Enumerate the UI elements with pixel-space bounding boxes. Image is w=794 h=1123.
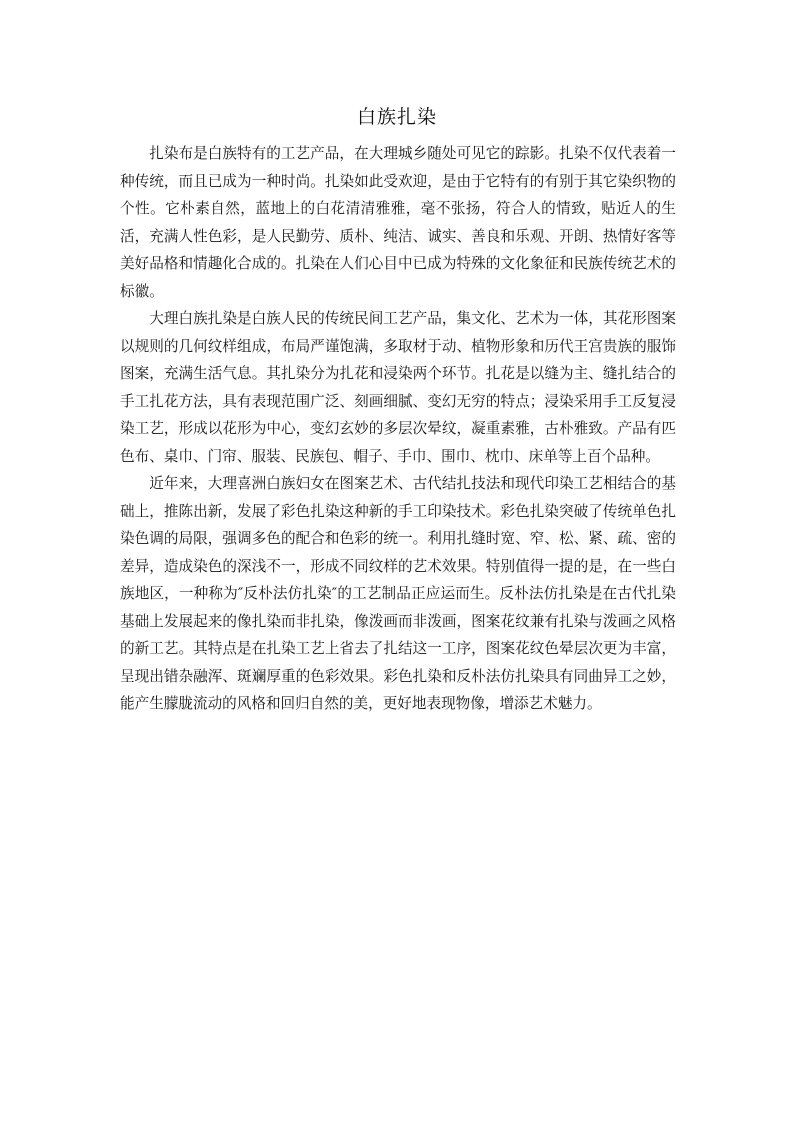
document-body: [120, 140, 676, 718]
paragraph-3: 近年来，大理喜洲白族妇女在图案艺术、古代结扎技法和现代印染工艺相结合的基础上，推陈出新，发展了彩色扎染这种新的手工印染技术。彩色扎染突破了传统单色扎染色调的局限，强调多色的配合和色彩的统一。利用扎缝时宽、窄、松、紧、疏、密的差异，造成染色的深浅不一，形成不同纹样的艺术效果。特别值得一提的是，在一些白族地区，一种称为″反朴法仿扎染″的工艺制品正应运而生。反朴法仿扎染是在古代扎染基础上发展起来的像扎染而非扎染，像泼画而非泼画，图案花纹兼有扎染与泼画之风格的新工艺。其特点是在扎染工艺上省去了扎结这一工序，图案花纹色晕层次更为丰富，呈现出错杂融浑、斑斓厚重的色彩效果。彩色扎染和反朴法仿扎染具有同曲异工之妙，能产生朦胧流动的风格和回归自然的美，更好地表现物像，增添艺术魅力。: [120, 475, 676, 712]
document-title: 白族扎染: [356, 106, 437, 128]
paragraph-1: 扎染布是白族特有的工艺产品，在大理城乡随处可见它的踪影。扎染不仅代表着一种传统，而且已成为一种时尚。扎染如此受欢迎，是由于它特有的有别于其它染织物的个性。它朴素自然，蓝地上的白花清清雅雅，毫不张扬，符合人的情致，贴近人的生活，充满人性色彩，是人民勤劳、质朴、纯洁、诚实、善良和乐观、开朗、热情好客等美好品格和情趣化合成的。扎染在人们心目中已成为特殊的文化象征和民族传统艺术的标徽。: [120, 145, 676, 300]
paragraph-2: 大理白族扎染是白族人民的传统民间工艺产品，集文化、艺术为一体，其花形图案以规则的几何纹样组成，布局严谨饱满，多取材于动、植物形象和历代王宫贵族的服饰图案，充满生活气息。其扎染分为扎花和浸染两个环节。扎花是以缝为主、缝扎结合的手工扎花方法，具有表现范围广泛、刻画细腻、变幻无穷的特点；浸染采用手工反复浸染工艺，形成以花形为中心，变幻玄妙的多层次晕纹，凝重素雅，古朴雅致。产品有匹色布、桌巾、门帘、服装、民族包、帽子、手巾、围巾、枕巾、床单等上百个品种。: [120, 310, 676, 465]
